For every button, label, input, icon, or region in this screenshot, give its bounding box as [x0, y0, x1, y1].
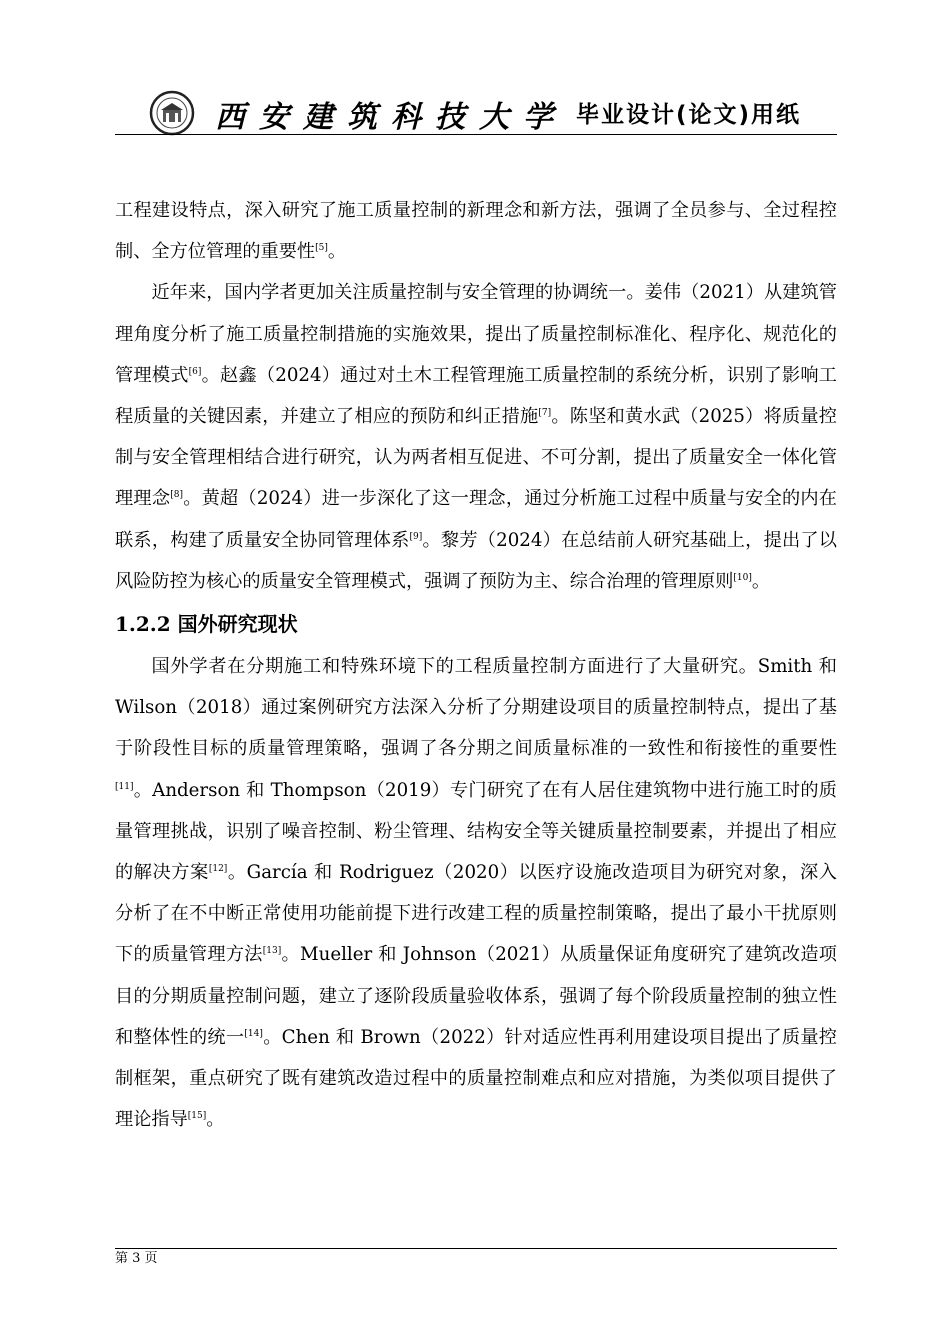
header-divider [115, 134, 837, 135]
paragraph-text: 。黄超（2024）进一步深化了这一理念，通过分析施工过程中质量与安全的内在联系，构建了质量安全协同管理体系 [115, 488, 837, 551]
paragraph-2 [115, 272, 837, 602]
paragraph-text: 。 [327, 241, 347, 263]
citation-ref: [8] [170, 490, 183, 501]
citation-ref: [11] [115, 781, 134, 792]
paper-label: 毕业设计(论文)用纸 [575, 102, 801, 128]
citation-ref: [14] [244, 1028, 263, 1039]
citation-ref: [12] [208, 863, 228, 874]
paragraph-text: 。García 和 Rodriguez（2020）以医疗设施改造项目为研究对象，深入分析了在不中断正常使用功能前提下进行改建工程的质量控制策略，提出了最小干扰原则下的质量管理方法 [115, 862, 837, 966]
page-number: 第 3 页 [115, 1251, 158, 1266]
paragraph-3 [115, 646, 837, 1140]
paragraph-text: 。 [206, 1109, 225, 1131]
citation-ref: [9] [409, 531, 423, 542]
citation-ref: [5] [315, 243, 328, 254]
paragraph-1 [115, 190, 837, 272]
paragraph-text: 。陈坚和黄水武（2025）将质量控制与安全管理相结合进行研究，认为两者相互促进、不可分割，提出了质量安全一体化管理理念 [115, 406, 837, 510]
paragraph-text: 。赵鑫（2024）通过对土木工程管理施工质量控制的系统分析，识别了影响工程质量的关键因素，并建立了相应的预防和纠正措施 [115, 364, 837, 428]
citation-ref: [13] [262, 946, 282, 957]
citation-ref: [7] [538, 407, 552, 418]
university-name: 西安建筑科技大学 [215, 100, 567, 135]
citation-ref: [10] [733, 572, 752, 583]
paragraph-text: 。Mueller 和 Johnson（2021）从质量保证角度研究了建筑改造项目的分期质量控制问题，建立了逐阶段质量验收体系，强调了每个阶段质量控制的独立性和整体性的统一 [115, 944, 837, 1048]
citation-ref: [6] [188, 366, 202, 377]
page-body [115, 190, 837, 1140]
paragraph-text: 。Chen 和 Brown（2022）针对适应性再利用建设项目提出了质量控制框架，重点研究了既有建筑改造过程中的质量控制难点和应对措施，为类似项目提供了理论指导 [115, 1026, 837, 1131]
paragraph-text: 。黎芳（2024）在总结前人研究基础上，提出了以风险防控为核心的质量安全管理模式，强调了预防为主、综合治理的管理原则 [115, 529, 837, 592]
citation-ref: [15] [187, 1111, 207, 1122]
paragraph-text: 。 [751, 570, 771, 592]
paragraph-text: 。Anderson 和 Thompson（2019）专门研究了在有人居住建筑物中进行施工时的质量管理挑战，识别了噪音控制、粉尘管理、结构安全等关键质量控制要素，并提出了相应的解决方案 [115, 779, 837, 884]
page-header [115, 80, 837, 136]
paragraph-text: 工程建设特点，深入研究了施工质量控制的新理念和新方法，强调了全员参与、全过程控制、全方位管理的重要性 [115, 200, 837, 263]
section-heading: 1.2.2 国外研究现状 [115, 612, 298, 637]
university-emblem-icon [149, 90, 195, 136]
paragraph-text: 国外学者在分期施工和特殊环境下的工程质量控制方面进行了大量研究。Smith 和 Wilson（2018）通过案例研究方法深入分析了分期建设项目的质量控制特点，提出了基于阶段性目标的质量管理策略，强调了各分期之间质量标准的一致性和衔接性的重要性 [115, 656, 837, 760]
paragraph-text: 近年来，国内学者更加关注质量控制与安全管理的协调统一。姜伟（2021）从建筑管理角度分析了施工质量控制措施的实施效果，提出了质量控制标准化、程序化、规范化的管理模式 [115, 282, 837, 386]
footer-divider [115, 1248, 837, 1249]
